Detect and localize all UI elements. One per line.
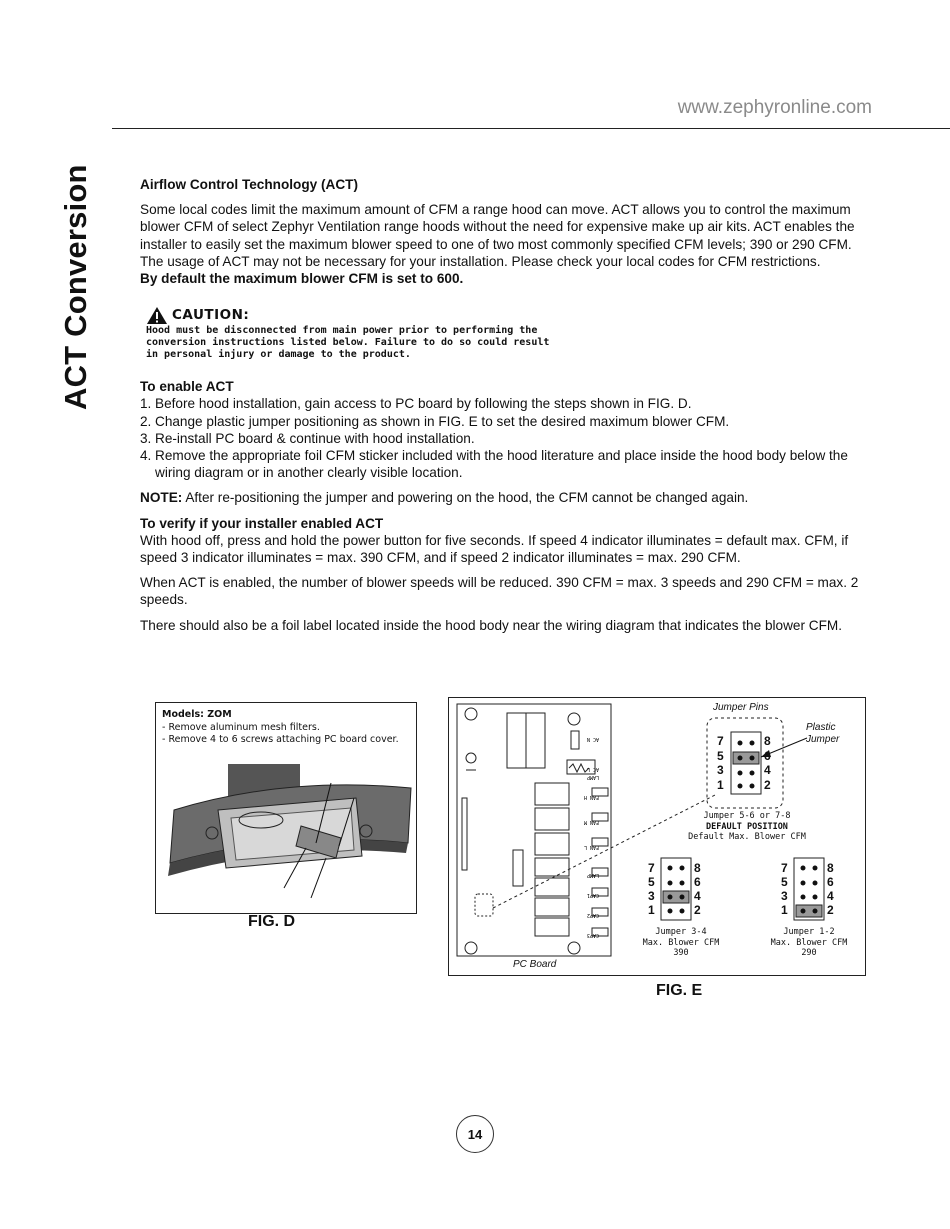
connector-label: LAMP <box>586 872 599 878</box>
fig-d-label: FIG. D <box>248 913 296 930</box>
main-content <box>140 176 860 634</box>
note-text: After re-positioning the jumper and powering on the hood, the CFM cannot be changed again. <box>182 490 749 506</box>
jumper-1-2-caption: Jumper 1-2 Max. Blower CFM 290 <box>770 927 848 958</box>
verify-paragraph-2: When ACT is enabled, the number of blower speeds will be reduced. 390 CFM = max. 3 speeds and 290 CFM = max. 2 speeds. <box>140 575 859 608</box>
enable-heading: To enable ACT <box>140 379 234 395</box>
pc-board-label: PC Board <box>513 959 557 970</box>
list-item: 4. Remove the appropriate foil CFM sticker included with the hood literature and place inside the hood body below the wiring diagram or in another clearly visible location. <box>140 448 848 481</box>
fig-e-label: FIG. E <box>656 982 703 999</box>
default-cfm-note: By default the maximum blower CFM is set to 600. <box>140 271 464 287</box>
caution-body: Hood must be disconnected from main power prior to performing the conversion instructions listed below. Failure to do so could result in personal injury or damage to the product. <box>146 325 550 361</box>
jumper-pins-label: Jumper Pins <box>713 702 769 713</box>
fig-d-step-2: - Remove 4 to 6 screws attaching PC board cover. <box>162 734 399 745</box>
fig-d-step-1: - Remove aluminum mesh filters. <box>162 721 320 733</box>
connector-label: FAN M <box>583 819 599 825</box>
default-jumper-caption: Jumper 5-6 or 7-8 DEFAULT POSITION Default Max. Blower CFM <box>688 811 806 842</box>
fig-d-models: Models: ZOM <box>162 709 232 720</box>
header-rule <box>112 128 950 129</box>
figure-d <box>155 702 417 914</box>
section-side-title: ACT Conversion <box>58 164 93 410</box>
website-url: www.zephyronline.com <box>677 97 872 118</box>
caution-heading <box>146 306 860 325</box>
pin-numbers-left: 7 5 3 1 <box>648 861 655 917</box>
pin-numbers-right: 8 6 4 2 <box>694 861 701 917</box>
list-item: 2. Change plastic jumper positioning as shown in FIG. E to set the desired maximum blower CFM. <box>140 413 730 429</box>
jumper-label: Jumper <box>806 734 840 745</box>
pin-numbers-left: 7 5 3 1 <box>717 734 724 792</box>
connector-label: CAP1 <box>586 892 599 898</box>
caution-box <box>146 306 860 361</box>
connector-label: LAMP <box>586 774 599 780</box>
jumper-3-4-caption: Jumper 3-4 Max. Blower CFM 390 <box>642 927 720 958</box>
connector-label: FAN H <box>583 794 599 800</box>
pin-numbers-right: 8 6 4 2 <box>764 734 771 792</box>
plastic-label: Plastic <box>806 722 836 733</box>
plastic-jumper-label <box>806 722 839 746</box>
verify-paragraph-1: With hood off, press and hold the power button for five seconds. If speed 4 indicator illuminates = default max. CFM, if speed 3 indicator illuminates = max. 390 CFM, and if speed 2 indicator illuminates = max. 290 CFM. <box>140 532 849 566</box>
connector-label: AC N <box>586 736 599 742</box>
warning-icon <box>146 306 168 325</box>
act-intro: Some local codes limit the maximum amount of CFM a range hood can move. ACT allows you to control the maximum blower CFM of select Zephyr Ventilation range hoods without the need for expensive make up air kits. ACT enables the installer to easily set the maximum blower speed to one of two most commonly specified CFM levels; 390 or 290 CFM. The usage of ACT may not be necessary for your installation. Please check your local codes for CFM restrictions. <box>140 202 855 269</box>
list-item: 3. Re-install PC board & continue with hood installation. <box>140 430 475 446</box>
figure-e <box>448 697 866 976</box>
page-number: 14 <box>456 1115 494 1153</box>
list-item: 1. Before hood installation, gain access to PC board by following the steps shown in FIG. D. <box>140 396 692 412</box>
connector-label: CAP2 <box>586 912 599 918</box>
range-hood-illustration <box>156 758 416 913</box>
enable-steps <box>140 395 860 481</box>
caution-title: CAUTION: <box>172 307 250 324</box>
note-label: NOTE: <box>140 490 183 506</box>
connector-label: FAN L <box>583 844 599 850</box>
connector-label: CAP3 <box>586 932 599 938</box>
act-heading: Airflow Control Technology (ACT) <box>140 177 358 192</box>
pin-numbers-left: 7 5 3 1 <box>781 861 788 917</box>
pin-numbers-right: 8 6 4 2 <box>827 861 834 917</box>
verify-paragraph-3: There should also be a foil label located inside the hood body near the wiring diagram that indicates the blower CFM. <box>140 617 842 633</box>
connector-label: AC L <box>586 766 599 772</box>
note-paragraph <box>140 489 860 506</box>
verify-heading: To verify if your installer enabled ACT <box>140 515 384 531</box>
